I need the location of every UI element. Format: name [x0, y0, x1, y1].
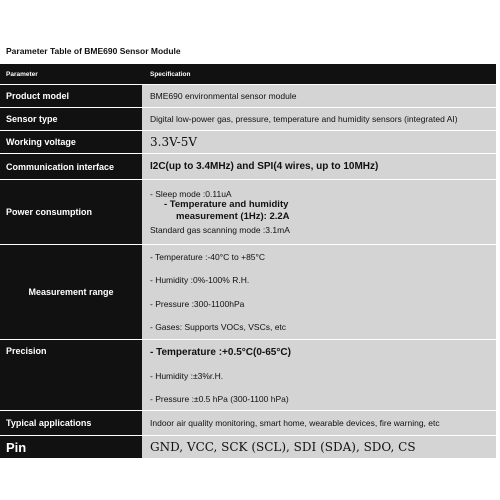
- row-spec: [142, 131, 496, 153]
- spec-line: - Humidity :0%-100% R.H.: [150, 275, 250, 286]
- row-param: Measurement range: [0, 245, 142, 339]
- spec-line: - Temperature :-40°C to +85°C: [150, 251, 266, 262]
- spec-line: - Humidity :±3%r.H.: [150, 370, 224, 381]
- row-param: Sensor type: [0, 108, 142, 130]
- spec-line: 3.3V-5V: [150, 135, 198, 149]
- row-spec: [142, 154, 496, 179]
- row-param: Product model: [0, 85, 142, 107]
- row-spec: [142, 245, 496, 339]
- row-spec: [142, 340, 496, 410]
- row-spec: [142, 108, 496, 130]
- spec-line: - Pressure :±0.5 hPa (300-1100 hPa): [150, 393, 289, 404]
- table-row-typical-applications: [0, 411, 496, 436]
- page-title: Parameter Table of BME690 Sensor Module: [6, 46, 181, 56]
- spec-line: measurement (1Hz): 2.2A: [176, 211, 290, 222]
- spec-line: Indoor air quality monitoring, smart home, wearable devices, fire warning, etc: [150, 418, 440, 428]
- table-row-power-consumption: [0, 180, 496, 245]
- row-spec: [142, 436, 496, 458]
- parameter-table: [0, 64, 496, 459]
- row-param: Precision: [0, 340, 142, 410]
- spec-line: BME690 environmental sensor module: [150, 91, 297, 101]
- row-spec: [142, 85, 496, 107]
- table-row-measurement-range: [0, 245, 496, 340]
- row-param: Pin: [0, 436, 142, 458]
- table-row-product-model: [0, 85, 496, 108]
- table-row-sensor-type: [0, 108, 496, 131]
- spec-line: Standard gas scanning mode :3.1mA: [150, 225, 290, 235]
- spec-line: - Sleep mode :0.11uA: [150, 189, 232, 199]
- spec-line: GND, VCC, SCK (SCL), SDI (SDA), SDO, CS: [150, 440, 416, 454]
- row-param: Power consumption: [0, 180, 142, 244]
- table-row-pin: [0, 436, 496, 459]
- spec-line: - Gases: Supports VOCs, VSCs, etc: [150, 322, 287, 333]
- spec-line: I2C(up to 3.4MHz) and SPI(4 wires, up to 10MHz): [150, 161, 379, 172]
- table-header-row: [0, 64, 496, 85]
- table-row-precision: [0, 340, 496, 411]
- spec-line: - Pressure :300-1100hPa: [150, 298, 245, 309]
- spec-line: - Temperature :+0.5°C(0-65°C): [150, 346, 291, 358]
- header-specification: Specification: [142, 64, 496, 84]
- row-param: Communication interface: [0, 154, 142, 179]
- spec-line: - Temperature and humidity: [164, 199, 289, 210]
- row-spec: [142, 411, 496, 435]
- row-spec: [142, 180, 496, 244]
- row-param: Typical applications: [0, 411, 142, 435]
- table-row-communication-interface: [0, 154, 496, 180]
- row-param: Working voltage: [0, 131, 142, 153]
- header-parameter: Parameter: [0, 64, 142, 84]
- table-row-working-voltage: [0, 131, 496, 154]
- spec-line: Digital low-power gas, pressure, temperature and humidity sensors (integrated AI): [150, 114, 458, 124]
